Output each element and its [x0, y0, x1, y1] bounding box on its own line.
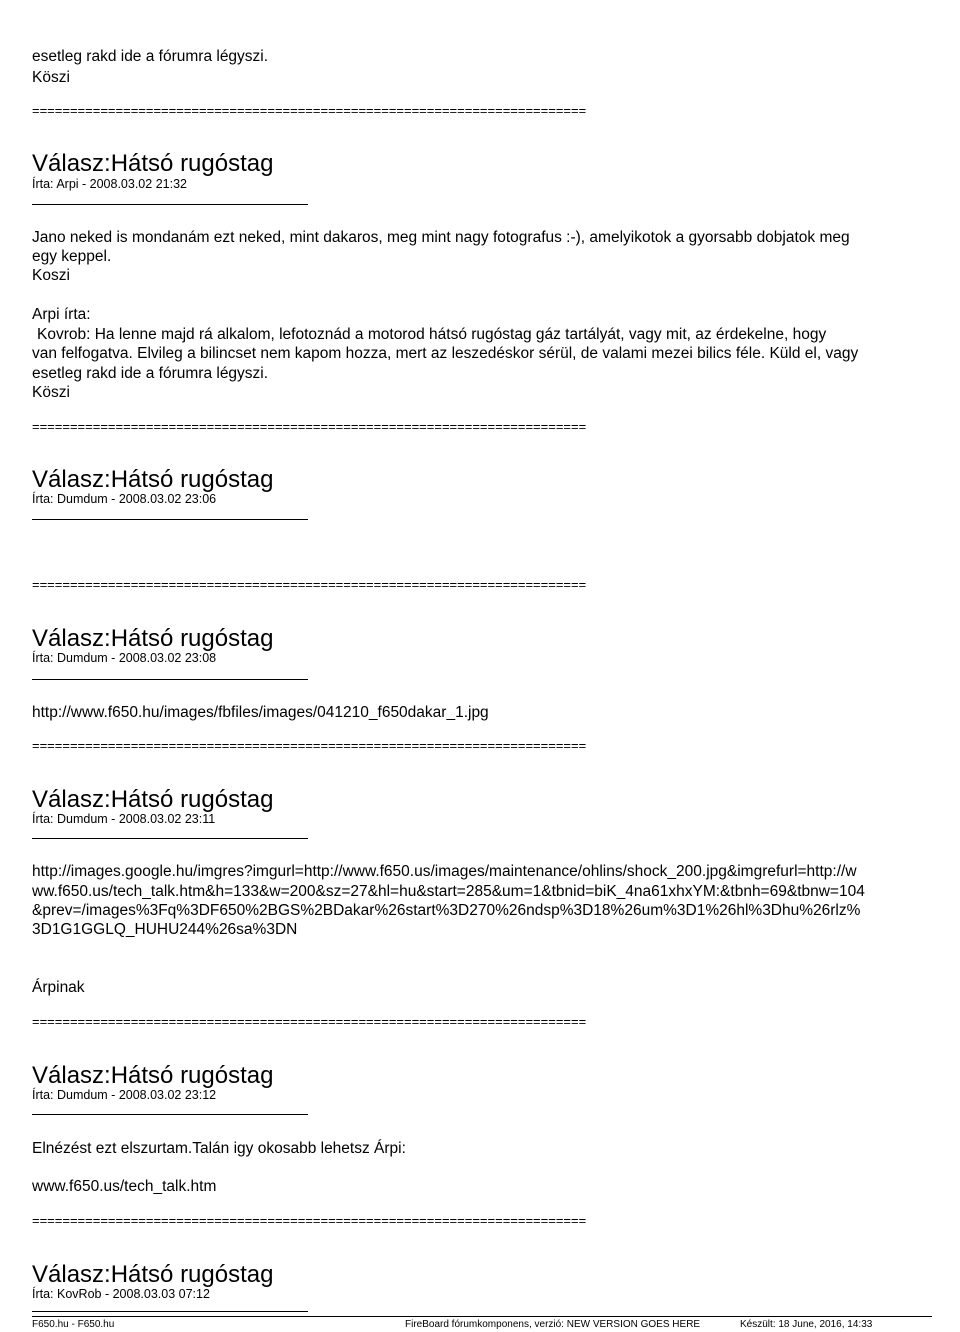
post-link[interactable]: http://images.google.hu/imgres?imgurl=http://www.f650.us/images/maintenance/ohlins/shock_200.jpg&imgrefurl=http://w	[32, 863, 857, 880]
quote-line: Kovrob: Ha lenne majd rá alkalom, lefotoznád a motorod hátsó rugóstag gáz tartályát, vagy mit, az érdekelne, hogy	[37, 326, 827, 343]
post-link[interactable]: ww.f650.us/tech_talk.htm&h=133&w=200&sz=27&hl=hu&start=285&um=1&tbnid=biK_4na61xhxYM:&tbnh=69&tbnw=104	[32, 883, 865, 900]
post-meta: Írta: Dumdum - 2008.03.02 23:12	[32, 1088, 217, 1102]
post-body-line: Árpinak	[32, 979, 85, 996]
post-link[interactable]: 3D1G1GGLQ_HUHU244%26sa%3DN	[32, 921, 298, 938]
separator: =========================================================================	[32, 1213, 587, 1228]
text-line: Köszi	[32, 69, 70, 86]
post-title: Válasz:Hátsó rugóstag	[32, 150, 274, 177]
post-meta: Írta: Arpi - 2008.03.02 21:32	[32, 177, 187, 191]
divider	[32, 204, 308, 205]
quote-author: Arpi írta:	[32, 306, 91, 323]
post-title: Válasz:Hátsó rugóstag	[32, 1261, 274, 1288]
divider	[32, 1311, 308, 1312]
post-body-line: Jano neked is mondanám ezt neked, mint dakaros, meg mint nagy fotografus :-), amelyikotok a gyorsabb dobjatok meg	[32, 229, 850, 246]
post-body-line: egy keppel.	[32, 248, 112, 265]
post-link[interactable]: www.f650.us/tech_talk.htm	[32, 1178, 217, 1195]
quote-line: Köszi	[32, 384, 70, 401]
post-meta: Írta: Dumdum - 2008.03.02 23:06	[32, 492, 217, 506]
quote-line: van felfogatva. Elvileg a bilincset nem kapom hozza, mert az leszedéskor sérül, de valami mezei bilics féle. Küld el, vagy	[32, 345, 859, 362]
divider	[32, 679, 308, 680]
quote-line: esetleg rakd ide a fórumra légyszi.	[32, 365, 269, 382]
post-meta: Írta: Dumdum - 2008.03.02 23:08	[32, 651, 217, 665]
divider	[32, 519, 308, 520]
post-body-line: Elnézést ezt elszurtam.Talán igy okosabb lehetsz Árpi:	[32, 1140, 406, 1157]
post-link[interactable]: http://www.f650.hu/images/fbfiles/images/041210_f650dakar_1.jpg	[32, 704, 489, 721]
text-line: esetleg rakd ide a fórumra légyszi.	[32, 48, 269, 65]
footer-rule	[32, 1316, 932, 1317]
post-body-line: Koszi	[32, 267, 70, 284]
separator: =========================================================================	[32, 577, 587, 592]
separator: =========================================================================	[32, 738, 587, 753]
post-meta: Írta: Dumdum - 2008.03.02 23:11	[32, 812, 216, 826]
divider	[32, 1114, 308, 1115]
post-title: Válasz:Hátsó rugóstag	[32, 786, 274, 813]
separator: =========================================================================	[32, 1014, 587, 1029]
footer-center: FireBoard fórumkomponens, verzió: NEW VERSION GOES HERE	[405, 1319, 701, 1330]
post-meta: Írta: KovRob - 2008.03.03 07:12	[32, 1287, 210, 1301]
post-link[interactable]: &prev=/images%3Fq%3DF650%2BGS%2BDakar%26start%3D270%26ndsp%3D18%26um%3D1%26hl%3Dhu%26rlz%	[32, 902, 861, 919]
post-title: Válasz:Hátsó rugóstag	[32, 1062, 274, 1089]
divider	[32, 838, 308, 839]
separator: =========================================================================	[32, 419, 587, 434]
post-title: Válasz:Hátsó rugóstag	[32, 625, 274, 652]
post-title: Válasz:Hátsó rugóstag	[32, 466, 274, 493]
footer-left: F650.hu - F650.hu	[32, 1319, 115, 1330]
footer-right: Készült: 18 June, 2016, 14:33	[740, 1319, 873, 1330]
separator: =========================================================================	[32, 103, 587, 118]
